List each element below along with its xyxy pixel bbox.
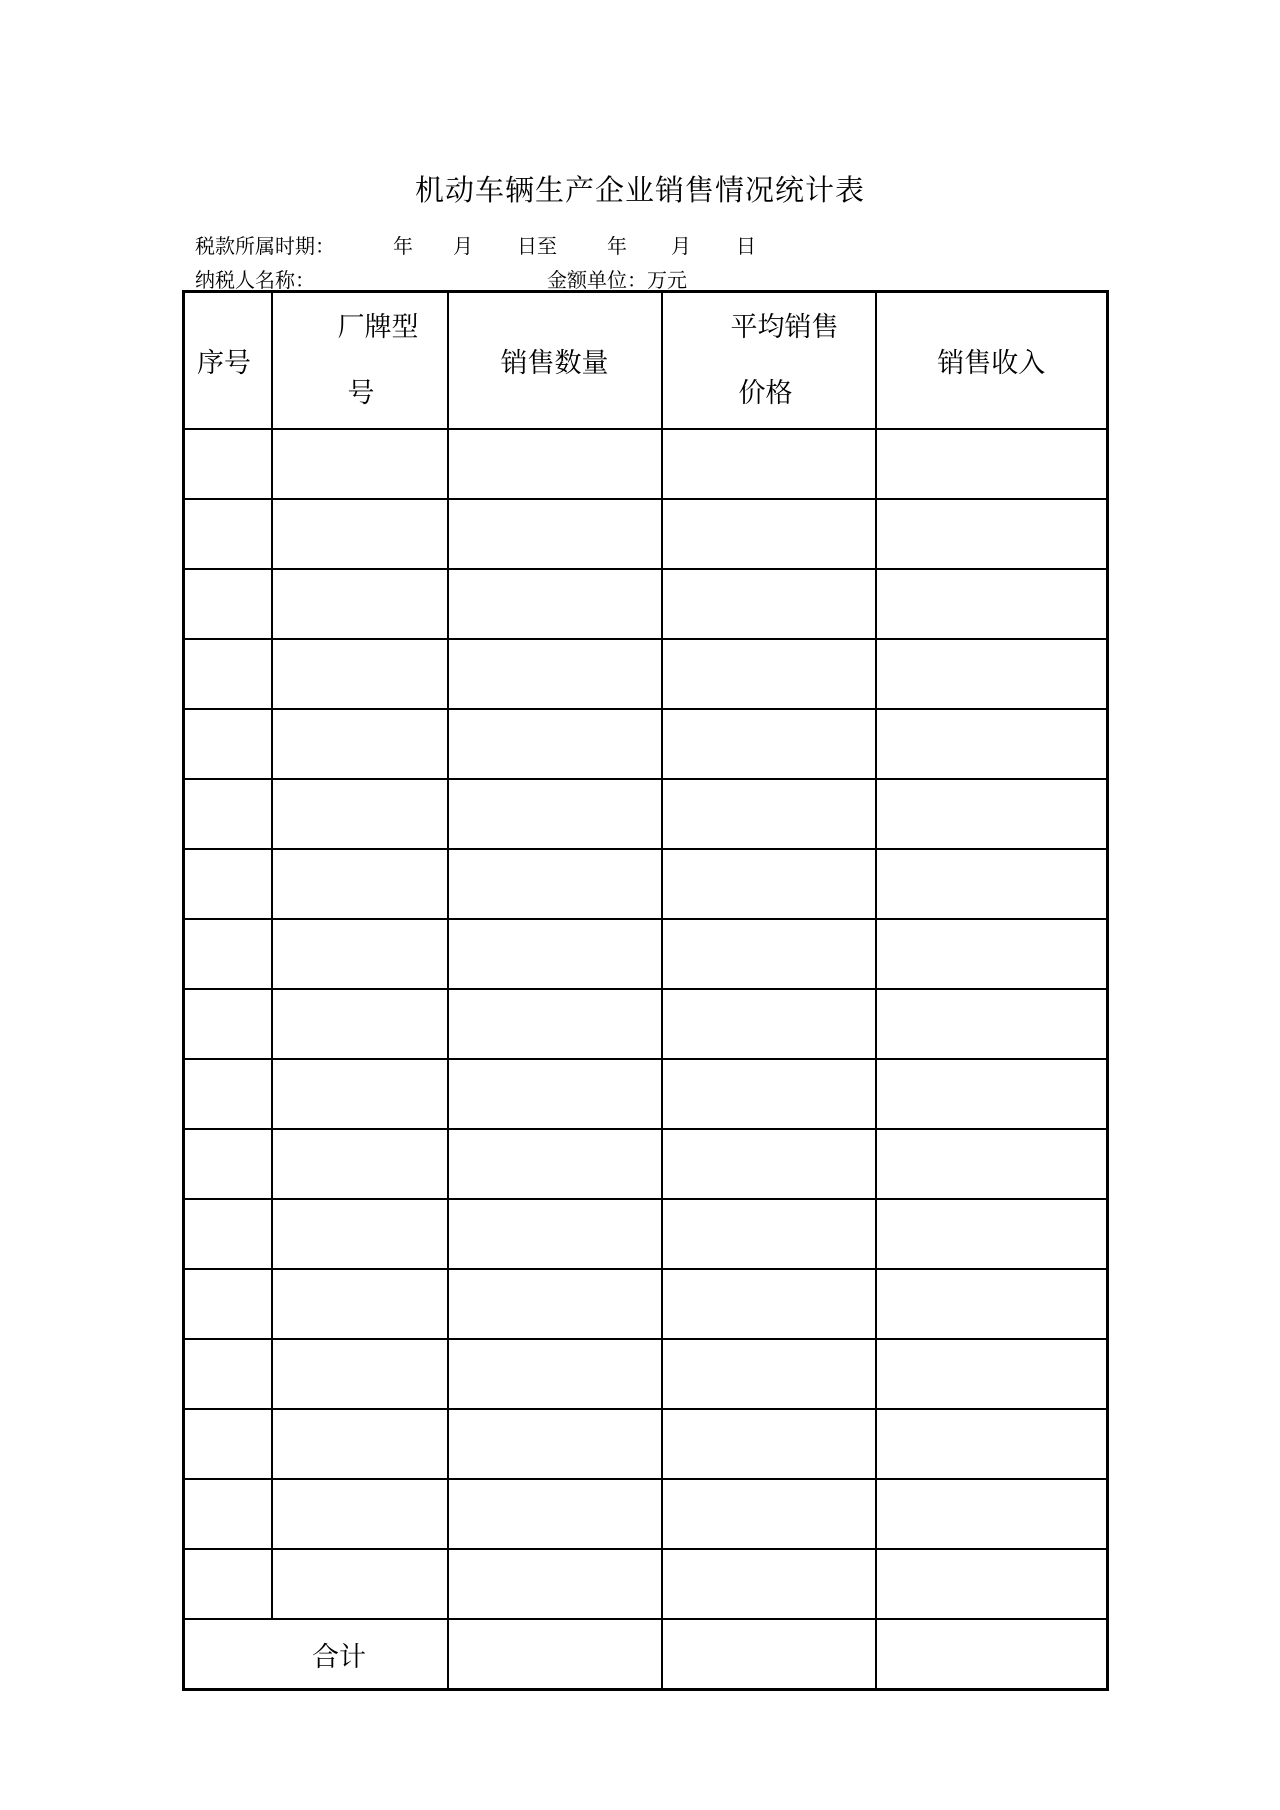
revenue-cell[interactable] [876,1339,1108,1409]
table-row [184,779,1108,849]
quantity-cell[interactable] [448,1339,662,1409]
table-header-row [184,292,1108,430]
total-label: 合计 [184,1619,448,1690]
price-cell[interactable] [662,639,876,709]
seq-cell[interactable] [184,499,272,569]
brand-model-cell[interactable] [272,1549,448,1619]
header-brand-model [272,292,448,430]
brand-model-cell[interactable] [272,709,448,779]
revenue-cell[interactable] [876,499,1108,569]
seq-cell[interactable] [184,1129,272,1199]
revenue-cell[interactable] [876,709,1108,779]
price-cell[interactable] [662,1339,876,1409]
quantity-cell[interactable] [448,1479,662,1549]
brand-model-cell[interactable] [272,1059,448,1129]
total-price-cell[interactable] [662,1619,876,1690]
quantity-cell[interactable] [448,1269,662,1339]
brand-model-cell[interactable] [272,919,448,989]
quantity-cell[interactable] [448,569,662,639]
price-cell[interactable] [662,1549,876,1619]
header-sales-revenue: 销售收入 [876,292,1108,430]
tax-period-month-2: 月 [671,234,691,258]
table-row [184,499,1108,569]
revenue-cell[interactable] [876,1549,1108,1619]
revenue-cell[interactable] [876,1129,1108,1199]
revenue-cell[interactable] [876,429,1108,499]
table-row [184,1199,1108,1269]
quantity-cell[interactable] [448,1059,662,1129]
header-brand-line-2: 号 [347,377,375,409]
price-cell[interactable] [662,849,876,919]
seq-cell[interactable] [184,1339,272,1409]
price-cell[interactable] [662,989,876,1059]
revenue-cell[interactable] [876,779,1108,849]
revenue-cell[interactable] [876,639,1108,709]
seq-cell[interactable] [184,639,272,709]
total-quantity-cell[interactable] [448,1619,662,1690]
table-row [184,989,1108,1059]
table-row [184,639,1108,709]
revenue-cell[interactable] [876,1199,1108,1269]
brand-model-cell[interactable] [272,499,448,569]
table-row [184,1339,1108,1409]
header-seq: 序号 [184,292,272,430]
quantity-cell[interactable] [448,989,662,1059]
seq-cell[interactable] [184,1199,272,1269]
brand-model-cell[interactable] [272,1199,448,1269]
price-cell[interactable] [662,499,876,569]
brand-model-cell[interactable] [272,1269,448,1339]
table-row [184,919,1108,989]
quantity-cell[interactable] [448,919,662,989]
quantity-cell[interactable] [448,709,662,779]
header-price-line-1: 平均销售 [730,311,839,343]
revenue-cell[interactable] [876,1059,1108,1129]
table-row [184,1409,1108,1479]
price-cell[interactable] [662,429,876,499]
revenue-cell[interactable] [876,1269,1108,1339]
quantity-cell[interactable] [448,1549,662,1619]
brand-model-cell[interactable] [272,849,448,919]
seq-cell[interactable] [184,989,272,1059]
tax-period-year-1: 年 [393,234,413,258]
table-row [184,1059,1108,1129]
tax-period-label: 税款所属时期： [195,234,335,258]
brand-model-cell[interactable] [272,569,448,639]
brand-model-cell[interactable] [272,989,448,1059]
price-cell[interactable] [662,919,876,989]
price-cell[interactable] [662,779,876,849]
quantity-cell[interactable] [448,429,662,499]
revenue-cell[interactable] [876,1479,1108,1549]
seq-cell[interactable] [184,849,272,919]
header-price-line-2: 价格 [738,377,793,409]
table-total-row [184,1619,1108,1690]
quantity-cell[interactable] [448,1199,662,1269]
price-cell[interactable] [662,709,876,779]
tax-period-day-to: 日至 [517,234,557,258]
brand-model-cell[interactable] [272,1129,448,1199]
price-cell[interactable] [662,1199,876,1269]
price-cell[interactable] [662,1059,876,1129]
brand-model-cell[interactable] [272,1409,448,1479]
revenue-cell[interactable] [876,569,1108,639]
quantity-cell[interactable] [448,639,662,709]
quantity-cell[interactable] [448,779,662,849]
quantity-cell[interactable] [448,1129,662,1199]
header-brand-line-1: 厂牌型 [337,311,419,343]
brand-model-cell[interactable] [272,639,448,709]
revenue-cell[interactable] [876,989,1108,1059]
seq-cell[interactable] [184,1409,272,1479]
price-cell[interactable] [662,1129,876,1199]
table-row [184,569,1108,639]
quantity-cell[interactable] [448,1409,662,1479]
seq-cell[interactable] [184,1479,272,1549]
quantity-cell[interactable] [448,849,662,919]
seq-cell[interactable] [184,779,272,849]
seq-cell[interactable] [184,919,272,989]
page-title: 机动车辆生产企业销售情况统计表 [414,173,865,207]
table-row [184,1129,1108,1199]
sales-stat-table [182,290,1109,1691]
price-cell[interactable] [662,1479,876,1549]
brand-model-cell[interactable] [272,1479,448,1549]
price-cell[interactable] [662,1269,876,1339]
brand-model-cell[interactable] [272,429,448,499]
amount-unit-label: 金额单位：万元 [547,268,687,292]
brand-model-cell[interactable] [272,779,448,849]
quantity-cell[interactable] [448,499,662,569]
table-row [184,1549,1108,1619]
seq-cell[interactable] [184,1549,272,1619]
tax-period-year-2: 年 [607,234,627,258]
table-row [184,429,1108,499]
total-revenue-cell[interactable] [876,1619,1108,1690]
table-row [184,1479,1108,1549]
table-row [184,709,1108,779]
revenue-cell[interactable] [876,1409,1108,1479]
tax-period-day-2: 日 [736,234,756,258]
taxpayer-name-label: 纳税人名称： [195,268,315,292]
seq-cell[interactable] [184,1269,272,1339]
seq-cell[interactable] [184,709,272,779]
seq-cell[interactable] [184,1059,272,1129]
revenue-cell[interactable] [876,849,1108,919]
brand-model-cell[interactable] [272,1339,448,1409]
revenue-cell[interactable] [876,919,1108,989]
seq-cell[interactable] [184,429,272,499]
tax-period-month-1: 月 [453,234,473,258]
seq-cell[interactable] [184,569,272,639]
header-average-price [662,292,876,430]
price-cell[interactable] [662,1409,876,1479]
table-row [184,1269,1108,1339]
header-sales-quantity: 销售数量 [448,292,662,430]
table-row [184,849,1108,919]
price-cell[interactable] [662,569,876,639]
